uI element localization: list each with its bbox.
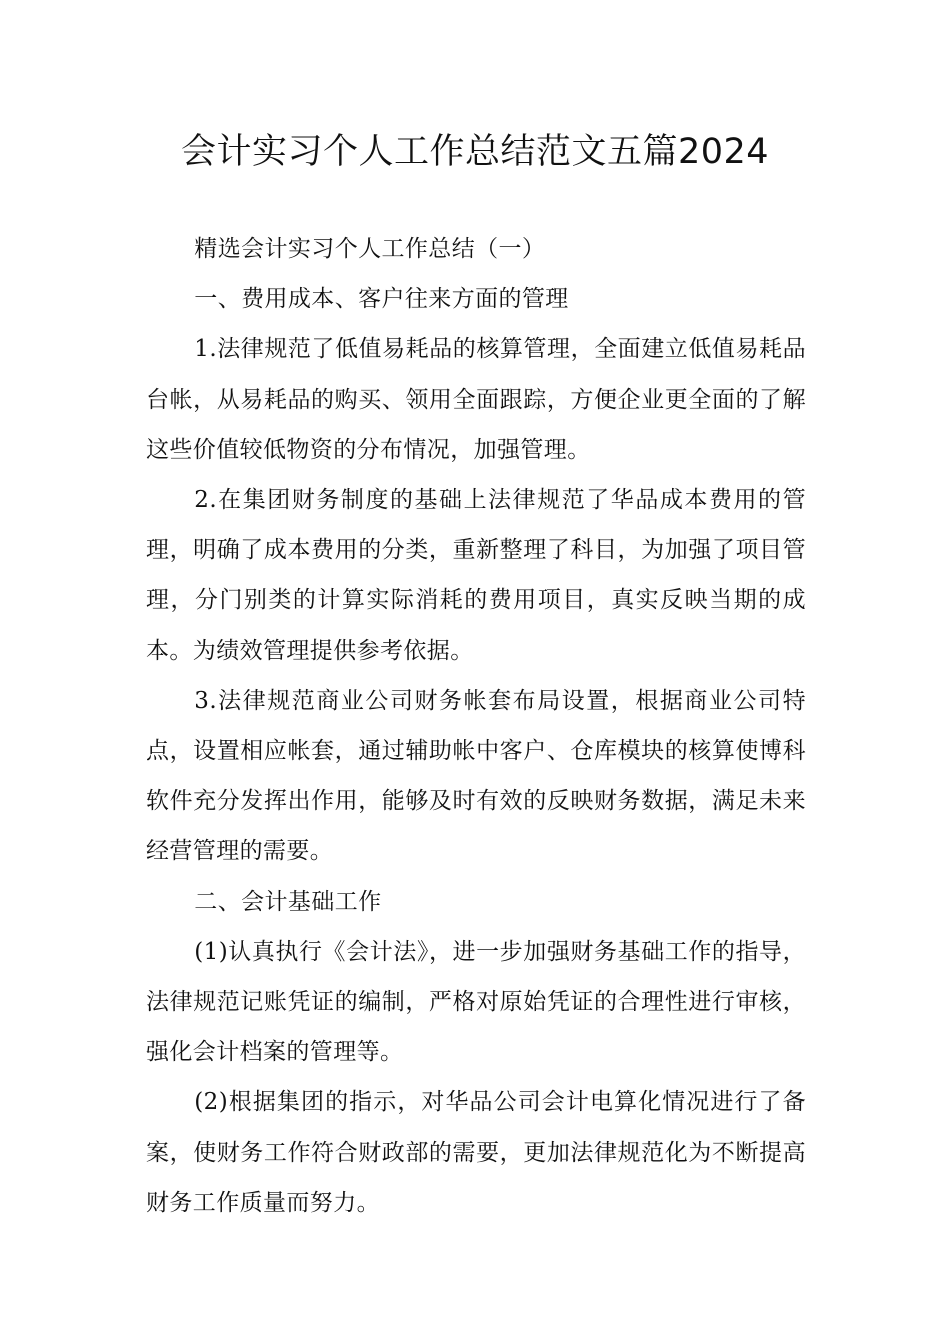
body-paragraph: 3.法律规范商业公司财务帐套布局设置，根据商业公司特点，设置相应帐套，通过辅助帐中客户、仓库模块的核算使博科软件充分发挥出作用，能够及时有效的反映财务数据，满足未来经营管理的需要。 [146,687,806,865]
document-title: 会计实习个人工作总结范文五篇2024 [180,132,770,172]
subsection-heading: 二、会计基础工作 [194,888,382,915]
document-body [146,224,806,1228]
subsection-heading: 一、费用成本、客户往来方面的管理 [194,286,569,313]
body-paragraph: 1.法律规范了低值易耗品的核算管理，全面建立低值易耗品台帐，从易耗品的购买、领用全面跟踪，方便企业更全面的了解这些价值较低物资的分布情况，加强管理。 [146,336,806,463]
body-paragraph: 2.在集团财务制度的基础上法律规范了华品成本费用的管理，明确了成本费用的分类，重新整理了科目，为加强了项目管理，分门别类的计算实际消耗的费用项目，真实反映当期的成本。为绩效管理提供参考依据。 [146,487,806,664]
body-paragraph: (1)认真执行《会计法》，进一步加强财务基础工作的指导，法律规范记账凭证的编制，严格对原始凭证的合理性进行审核，强化会计档案的管理等。 [146,938,806,1066]
body-paragraph: (2)根据集团的指示，对华品公司会计电算化情况进行了备案，使财务工作符合财政部的需要，更加法律规范化为不断提高财务工作质量而努力。 [146,1089,806,1216]
section-heading: 精选会计实习个人工作总结（一） [194,236,546,262]
